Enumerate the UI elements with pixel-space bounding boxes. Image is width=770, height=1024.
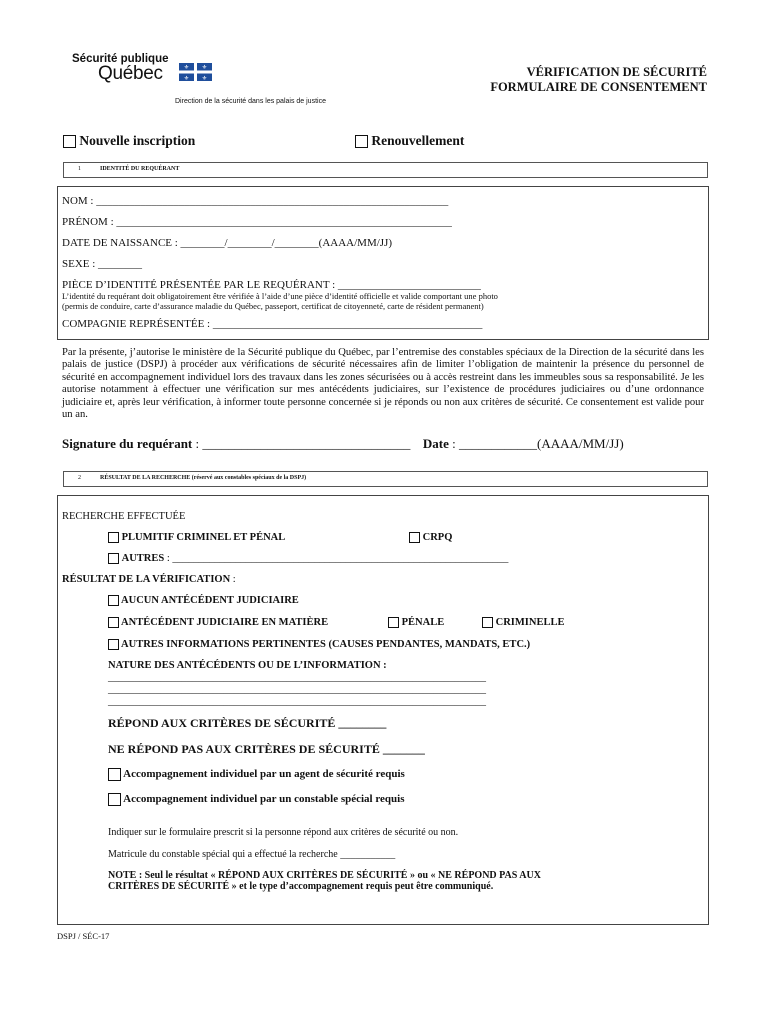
penale-checkbox[interactable] <box>388 617 399 628</box>
plumitif-checkbox[interactable] <box>108 532 119 543</box>
option-nouvelle[interactable] <box>63 133 195 149</box>
option-aucun[interactable] <box>108 595 299 606</box>
renouvellement-label: Renouvellement <box>371 133 465 148</box>
ne-repond-criteres[interactable]: NE RÉPOND PAS AUX CRITÈRES DE SÉCURITÉ _______ <box>108 742 425 756</box>
autres-info-label: AUTRES INFORMATIONS PERTINENTES (CAUSES PENDANTES, MANDATS, ETC.) <box>121 639 531 650</box>
identity-note-1: L’identité du requérant doit obligatoirement être vérifiée à l’aide d’une pièce d’identité officielle et valide comportant une photo <box>62 291 498 301</box>
option-antecedent[interactable] <box>108 617 328 628</box>
title-line-1: VÉRIFICATION DE SÉCURITÉ <box>526 65 707 79</box>
option-autres[interactable] <box>108 553 508 564</box>
section-2-number: 2 <box>78 475 81 481</box>
crpq-label: CRPQ <box>422 532 453 543</box>
accomp-agent-checkbox[interactable] <box>108 768 121 781</box>
identity-note-2: (permis de conduire, carte d’assurance maladie du Québec, passeport, certificat de citoyenneté, carte de résident permanent) <box>62 301 484 311</box>
nom-field[interactable]: NOM : ________________________________________________________________ <box>62 195 449 207</box>
aucun-checkbox[interactable] <box>108 595 119 606</box>
autres-checkbox[interactable] <box>108 553 119 564</box>
recherche-effectuee-label: RECHERCHE EFFECTUÉE <box>62 511 186 522</box>
quebec-flag-icon <box>179 63 212 81</box>
option-penale[interactable] <box>388 617 444 628</box>
accomp-agent-label: Accompagnement individuel par un agent de sécurité requis <box>123 768 405 781</box>
note-line-2: CRITÈRES DE SÉCURITÉ » et le type d’accompagnement requis peut être communiqué. <box>108 881 494 892</box>
plumitif-label: PLUMITIF CRIMINEL ET PÉNAL <box>121 532 286 543</box>
penale-label: PÉNALE <box>401 617 445 628</box>
section-1-number: 1 <box>78 166 81 172</box>
svg-text:⚜: ⚜ <box>183 64 190 71</box>
title-line-2: FORMULAIRE DE CONSENTEMENT <box>490 80 707 94</box>
date-naissance-field[interactable]: DATE DE NAISSANCE : ________/________/________(AAAA/MM/JJ) <box>62 237 393 249</box>
resultat-label-text: RÉSULTAT DE LA VÉRIFICATION <box>62 574 231 585</box>
antecedent-label: ANTÉCÉDENT JUDICIAIRE EN MATIÈRE <box>121 617 329 628</box>
accomp-constable-checkbox[interactable] <box>108 793 121 806</box>
compagnie-field[interactable]: COMPAGNIE REPRÉSENTÉE : _________________________________________________ <box>62 318 483 330</box>
nature-label: NATURE DES ANTÉCÉDENTS OU DE L’INFORMATION : <box>108 660 387 671</box>
sexe-field[interactable]: SEXE : ________ <box>62 258 143 270</box>
autres-info-checkbox[interactable] <box>108 639 119 650</box>
renouvellement-checkbox[interactable] <box>355 135 368 148</box>
option-renouvellement[interactable] <box>355 133 464 149</box>
option-plumitif[interactable] <box>108 532 285 543</box>
aucun-label: AUCUN ANTÉCÉDENT JUDICIAIRE <box>121 595 299 606</box>
autres-label: AUTRES <box>121 553 165 564</box>
resultat-colon: : <box>230 574 236 585</box>
criminelle-label: CRIMINELLE <box>495 617 565 628</box>
identity-box <box>57 186 709 340</box>
section-2-label: RÉSULTAT DE LA RECHERCHE (réservé aux constables spéciaux de la DSPJ) <box>100 475 307 481</box>
nature-line-1[interactable]: ________________________________________________________________________ <box>108 672 486 683</box>
option-accomp-agent[interactable] <box>108 768 405 781</box>
nouvelle-checkbox[interactable] <box>63 135 76 148</box>
prenom-field[interactable]: PRÉNOM : _____________________________________________________________ <box>62 216 452 228</box>
nature-line-2[interactable]: ________________________________________________________________________ <box>108 684 486 695</box>
section-2-header <box>63 471 708 487</box>
piece-identite-field[interactable]: PIÈCE D’IDENTITÉ PRÉSENTÉE PAR LE REQUÉRANT : __________________________ <box>62 279 481 291</box>
svg-text:⚜: ⚜ <box>183 75 190 81</box>
accomp-constable-label: Accompagnement individuel par un constable spécial requis <box>123 793 405 806</box>
consent-paragraph: Par la présente, j’autorise le ministère de la Sécurité publique du Québec, par l’entremise des constables spéciaux de la Direction de la sécurité dans les palais de justice (DSPJ) à procéder aux vérifications de sécurité nécessaires afin de limiter l’obligation de maintenir la présence du personnel de sécurité en accompagnement individuel lors des travaux dans les zones sécurisées ou à accès restreint dans les immeubles sous sa responsabilité. Je les autorise notamment à effectuer une vérification sur mes antécédents judiciaires, sur l’existence de procédures judiciaires ou d’une ordonnance judiciaire et, après leur vérification, à informer toute personne concernée si je réponds ou non aux critères de sécurité. Ce consentement est valide pour un an. <box>62 347 704 421</box>
crpq-checkbox[interactable] <box>409 532 420 543</box>
antecedent-checkbox[interactable] <box>108 617 119 628</box>
signature-blank[interactable]: : ________________________________ <box>192 436 411 451</box>
svg-text:⚜: ⚜ <box>201 64 208 71</box>
autres-blank[interactable]: : ________________________________________________________________ <box>164 553 509 564</box>
option-crpq[interactable] <box>409 532 452 543</box>
note-line-1: NOTE : Seul le résultat « RÉPOND AUX CRITÈRES DE SÉCURITÉ » ou « NE RÉPOND PAS AUX <box>108 870 541 881</box>
resultat-verification-label <box>62 574 236 585</box>
logo-quebec-text: Québec <box>98 63 163 84</box>
criminelle-checkbox[interactable] <box>482 617 493 628</box>
option-accomp-constable[interactable] <box>108 793 405 806</box>
section-1-header <box>63 162 708 178</box>
logo-top-text: Sécurité publique <box>72 53 169 65</box>
indiquer-text: Indiquer sur le formulaire prescrit si la personne répond aux critères de sécurité ou non. <box>108 827 459 838</box>
date-label: Date <box>422 436 449 451</box>
option-autres-info[interactable] <box>108 639 530 650</box>
matricule-field[interactable]: Matricule du constable spécial qui a effectué la recherche ___________ <box>108 849 396 860</box>
signature-row[interactable] <box>62 436 624 452</box>
nouvelle-label: Nouvelle inscription <box>79 133 196 148</box>
option-criminelle[interactable] <box>482 617 564 628</box>
repond-criteres[interactable]: RÉPOND AUX CRITÈRES DE SÉCURITÉ ________ <box>108 716 387 730</box>
date-blank[interactable]: : ____________(AAAA/MM/JJ) <box>448 436 624 451</box>
svg-text:⚜: ⚜ <box>201 75 208 81</box>
section-1-label: IDENTITÉ DU REQUÉRANT <box>100 166 180 172</box>
form-code: DSPJ / SÉC-17 <box>57 931 110 941</box>
nature-line-3[interactable]: ________________________________________________________________________ <box>108 696 486 707</box>
direction-text: Direction de la sécurité dans les palais de justice <box>175 98 326 105</box>
signature-label: Signature du requérant <box>62 436 193 451</box>
